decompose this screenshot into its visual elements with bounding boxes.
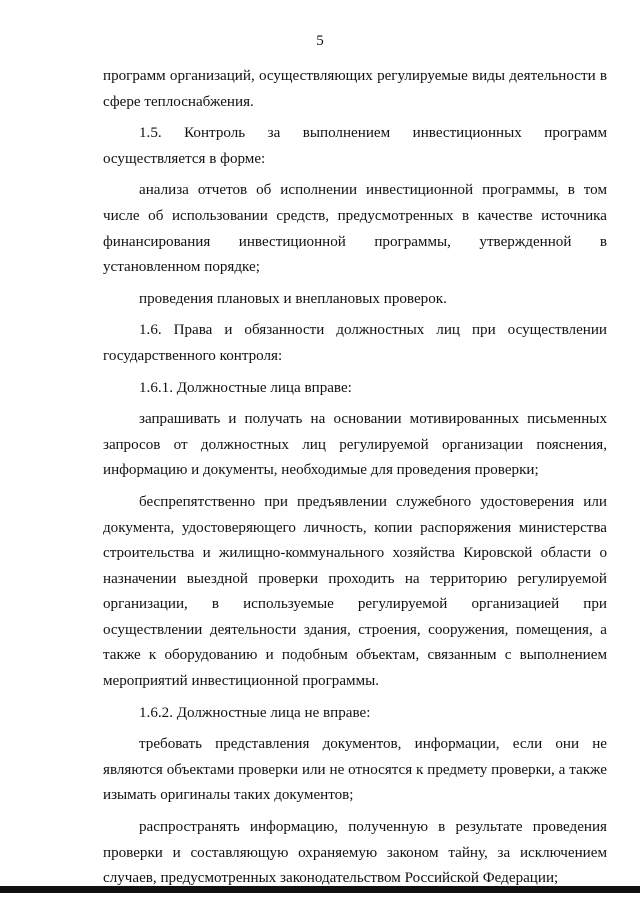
paragraph-no-demand: требовать представления документов, информации, если они не являются объектами проверки или не относятся к предмету проверки, а также изымать оригиналы таких документов; xyxy=(103,736,607,804)
paragraph-report-analysis: анализа отчетов об исполнении инвестиционной программы, в том числе об использовании средств, предусмотренных в качестве источника финансирования инвестиционной программы, утвержденной в установленном порядке; xyxy=(103,182,607,276)
scan-bottom-edge xyxy=(0,886,640,893)
paragraph-access-territory: беспрепятственно при предъявлении служебного удостоверения или документа, удостоверяющего личность, копии распоряжения министерства строительства и жилищно-коммунального хозяйства Кировской области о назначении выездной проверки проходить на территорию регулируемой организации, в используемые регулируемой организацией при осуществлении деятельности здания, строения, сооружения, помещения, а также к оборудованию и подобным объектам, связанным с выполнением мероприятий инвестиционной программы. xyxy=(103,493,607,690)
paragraph-request-info: запрашивать и получать на основании мотивированных письменных запросов от должностных лиц регулируемой организации пояснения, информацию и документы, необходимые для проведения проверки; xyxy=(103,411,607,479)
paragraph-1-6-2: 1.6.2. Должностные лица не вправе: xyxy=(139,704,371,721)
paragraph-inspections: проведения плановых и внеплановых проверок. xyxy=(139,290,447,307)
paragraph-1-6: 1.6. Права и обязанности должностных лиц при осуществлении государственного контроля: xyxy=(103,322,607,364)
page-number: 5 xyxy=(316,33,324,49)
paragraph-continuation: программ организаций, осуществляющих регулируемые виды деятельности в сфере теплоснабжения. xyxy=(103,68,607,110)
paragraph-no-disclosure: распространять информацию, полученную в результате проведения проверки и составляющую охраняемую законом тайну, за исключением случаев, предусмотренных законодательством Российской Федерации; xyxy=(103,819,607,887)
paragraph-1-6-1: 1.6.1. Должностные лица вправе: xyxy=(139,379,352,396)
paragraph-1-5: 1.5. Контроль за выполнением инвестиционных программ осуществляется в форме: xyxy=(103,125,607,167)
document-body xyxy=(103,64,607,892)
